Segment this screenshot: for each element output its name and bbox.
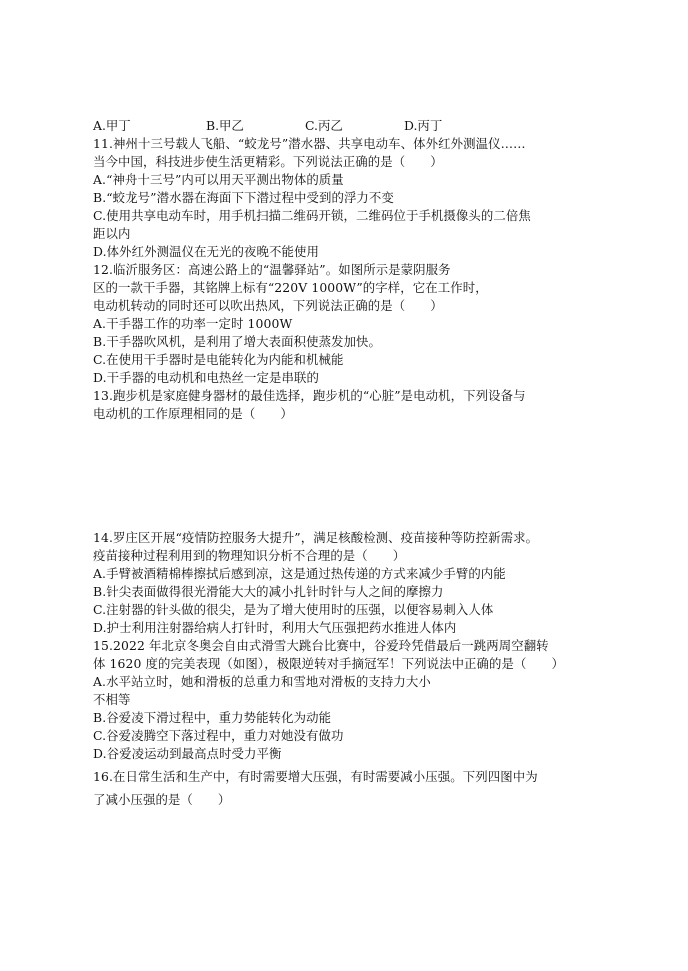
q10-option-a: A.甲丁 [93, 118, 131, 133]
q11-option-c-line1: C.使用共享电动车时，用手机扫描二维码开锁，二维码位于手机摄像头的二倍焦 [93, 208, 531, 223]
q15-option-a-line2: 不相等 [93, 692, 131, 707]
q15-option-d: D.谷爱凌运动到最高点时受力平衡 [93, 746, 282, 761]
q14-option-b: B.针尖表面做得很光滑能大大的减小扎针时针与人之间的摩擦力 [93, 584, 444, 599]
q16-stem-line2: 了减小压强的是（ ） [93, 792, 231, 807]
q15-option-b: B.谷爱凌下滑过程中，重力势能转化为动能 [93, 710, 332, 725]
q14-option-c: C.注射器的针头做的很尖，是为了增大使用时的压强，以便容易刺入人体 [93, 602, 494, 617]
q15-stem-line2: 体 1620 度的完美表现（如图），极限逆转对手摘冠军！下列说法中正确的是（ ） [93, 656, 564, 671]
q10-option-b: B.甲乙 [206, 118, 244, 133]
q10-option-d: D.丙丁 [404, 118, 443, 133]
q11-option-a: A.“神舟十三号”内可以用天平测出物体的质量 [93, 172, 344, 187]
q11-option-c-line2: 距以内 [93, 226, 131, 241]
q10-option-c: C.丙乙 [305, 118, 343, 133]
q14-stem-line2: 疫苗接种过程利用到的物理知识分析不合理的是（ ） [93, 548, 406, 563]
q12-option-b: B.干手器吹风机，是利用了增大表面积使蒸发加快。 [93, 334, 382, 349]
q12-option-c: C.在使用干手器时是电能转化为内能和机械能 [93, 352, 344, 367]
q13-stem-line2: 电动机的工作原理相同的是（ ） [93, 406, 293, 421]
q11-stem-line2: 当今中国，科技进步使生活更精彩。下列说法正确的是（ ） [93, 154, 443, 169]
q12-option-d: D.干手器的电动机和电热丝一定是串联的 [93, 370, 319, 385]
q15-option-c: C.谷爱凌腾空下落过程中，重力对她没有做功 [93, 728, 344, 743]
q12-option-a: A.干手器工作的功率一定时 1000W [93, 316, 293, 331]
q12-stem-line1: 12.临沂服务区：高速公路上的“温馨驿站”。如图所示是蒙阴服务 [93, 262, 451, 277]
q12-stem-line2: 区的一款干手器，其铭牌上标有“220V 1000W”的字样，它在工作时， [93, 280, 488, 295]
q11-option-d: D.体外红外测温仪在无光的夜晚不能使用 [93, 244, 319, 259]
q14-option-a: A.手臂被酒精棉棒擦拭后感到凉，这是通过热传递的方式来减少手臂的内能 [93, 566, 506, 581]
q11-stem-line1: 11.神州十三号载人飞船、“蛟龙号”潜水器、共享电动车、体外红外测温仪…… [93, 136, 526, 151]
q11-option-b: B.“蛟龙号”潜水器在海面下下潜过程中受到的浮力不变 [93, 190, 394, 205]
q16-stem-line1: 16.在日常生活和生产中，有时需要增大压强，有时需要减小压强。下列四图中为 [93, 769, 538, 784]
q12-stem-line3: 电动机转动的同时还可以吹出热风，下列说法正确的是（ ） [93, 298, 443, 313]
q13-stem-line1: 13.跑步机是家庭健身器材的最佳选择，跑步机的“心脏”是电动机，下列设备与 [93, 388, 526, 403]
q15-option-a-line1: A.水平站立时，她和滑板的总重力和雪地对滑板的支持力大小 [93, 674, 431, 689]
q14-option-d: D.护士利用注射器给病人打针时，利用大气压强把药水推进人体内 [93, 620, 457, 635]
q15-stem-line1: 15.2022 年北京冬奥会自由式滑雪大跳台比赛中，谷爱玲凭借最后一跳两周空翻转 [93, 638, 549, 653]
q14-stem-line1: 14.罗庄区开展“疫情防控服务大提升”，满足核酸检测、疫苗接种等防控新需求。 [93, 530, 539, 545]
q10-options [93, 117, 613, 134]
